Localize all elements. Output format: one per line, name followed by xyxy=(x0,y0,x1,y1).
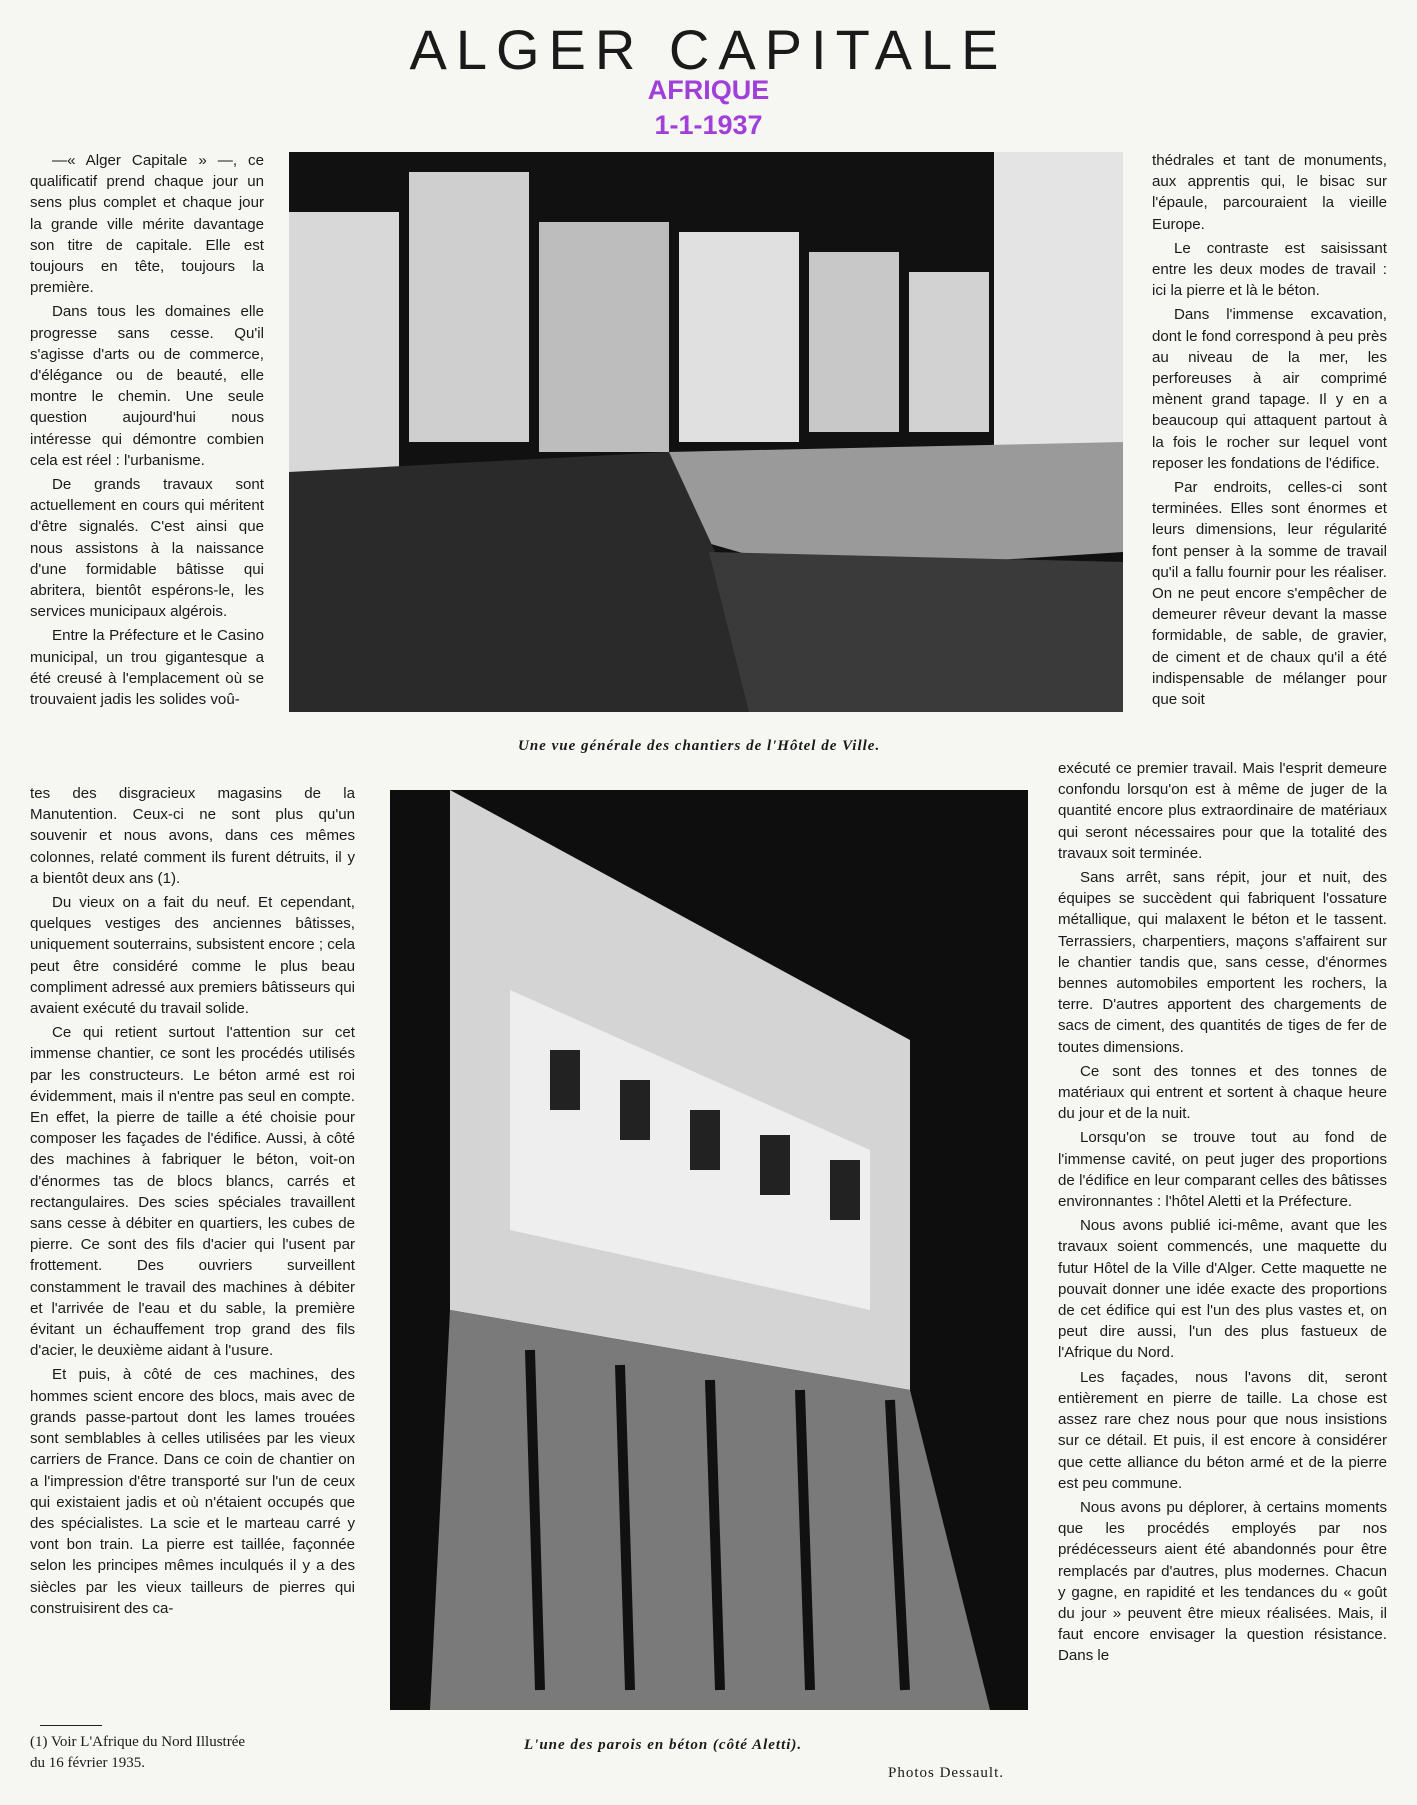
paragraph: Sans arrêt, sans répit, jour et nuit, des équipes se succèdent qui fabriquent l'ossature métallique, qui malaxent le béton et le tassent. Terrassiers, charpentiers, maçons s'affairent sur le chantier tandis que, sans cesse, d'énormes bennes automobiles emportent les rochers, la terre. D'autres apportent des chargements de sacs de ciment, des quantités de tiges de fer de toutes dimensions. xyxy=(1058,869,1387,1056)
column-left-wide xyxy=(30,783,355,1622)
paragraph: —« Alger Capitale » —, ce qualificatif prend chaque jour un sens plus complet et chaque jour la grande ville mérite davantage son titre de capitale. Elle est toujours en tête, toujours la première. xyxy=(30,152,264,297)
paragraph: Et puis, à côté de ces machines, des hommes scient encore des blocs, mais avec de grands passe-partout dont les lames trouées sont semblables à celles utilisées par les vieux carriers de France. Dans ce coin de chantier on a l'impression d'être transporté sur l'un de ceux qui existaient jadis et où n'étaient occupés que des spécialistes. La scie et le marteau carré y vont bon train. La pierre est taillée, façonnée selon les principes mêmes inculqués il y a des siècles par les vieux tailleurs de pierres qui construisirent des ca- xyxy=(30,1366,355,1617)
paragraph: tes des disgracieux magasins de la Manutention. Ceux-ci ne sont plus qu'un souvenir et nous avons, dans ces mêmes colonnes, relaté comment ils furent détruits, il y a bientôt deux ans (1). xyxy=(30,785,355,887)
paragraph: Dans tous les domaines elle progresse sans cesse. Qu'il s'agisse d'arts ou de commerce, d'élégance ou de beauté, elle montre le chemin. Une seule question aujourd'hui nous intéresse qui démontre combien cela est réel : l'urbanisme. xyxy=(30,303,264,469)
footnote xyxy=(30,1732,360,1774)
paragraph: exécuté ce premier travail. Mais l'esprit demeure confondu lorsqu'on est à même de juger de la quantité encore plus extraordinaire de matériaux qui seront nécessaires pour que la totalité des travaux soit terminée. xyxy=(1058,760,1387,862)
paragraph: Le contraste est saisissant entre les deux modes de travail : ici la pierre et là le béton. xyxy=(1152,239,1387,300)
stamp-source: AFRIQUE xyxy=(647,75,770,105)
page-title: ALGER CAPITALE xyxy=(409,18,1008,81)
column-left xyxy=(30,150,264,713)
column-right xyxy=(1152,150,1387,713)
paragraph: De grands travaux sont actuellement en cours qui méritent d'être signalés. C'est ainsi que nous assistons à la naissance d'une formidable bâtisse qui abritera, bientôt espérons-le, les services municipaux algérois. xyxy=(30,476,264,621)
paragraph: Nous avons pu déplorer, à certains moments que les procédés employés par nos prédécesseurs aient été abandonnés pour être remplacés par d'autres, plus modernes. Chacun y gagne, en rapidité et les tendances du « goût du jour » peuvent être mieux réalisées. Mais, il faut encore envisager la question résistance. Dans le xyxy=(1058,1498,1387,1665)
photo-construction-site xyxy=(289,152,1123,712)
footnote-rule xyxy=(40,1725,102,1726)
photo-credit: Photos Dessault. xyxy=(888,1765,1005,1781)
paragraph: thédrales et tant de monuments, aux apprentis qui, le bisac sur l'épaule, parcouraient la vieille Europe. xyxy=(1152,152,1387,233)
paragraph: Dans l'immense excavation, dont le fond correspond à peu près au niveau de la mer, les perforeuses à air comprimé mènent grand tapage. Il y en a beaucoup qui attaquent partout à la fois le rocher sur lequel vont reposer les fondations de l'édifice. xyxy=(1152,306,1387,472)
paragraph: Lorsqu'on se trouve tout au fond de l'immense cavité, on peut juger des proportions de l'édifice en leur comparant celles des bâtisses environnantes : l'hôtel Aletti et la Préfecture. xyxy=(1058,1129,1387,1211)
paragraph: Entre la Préfecture et le Casino municipal, un trou gigantesque a été creusé à l'emplacement où se trouvaient jadis les solides voû- xyxy=(30,627,264,709)
column-right-wide xyxy=(1058,758,1387,1670)
footnote-line: du 16 février 1935. xyxy=(30,1755,145,1771)
paragraph: Ce qui retient surtout l'attention sur cet immense chantier, ce sont les procédés utilisés par les constructeurs. Le béton armé est roi évidemment, mais il n'entre pas seul en compte. En effet, la pierre de taille a été choisie pour composer les façades de l'édifice. Aussi, à côté des machines à fabriquer le béton, voit-on d'énormes tas de blocs blancs, carrés et rectangulaires. Des scies spéciales travaillent sans cesse à débiter en quartiers, les cubes de pierre. Ce sont des fils d'acier qui l'usent par frottement. Des ouvriers surveillent constamment le travail des machines à débiter et l'arrivée de l'eau et du sable, la première évitant un échauffement trop grand des fils d'acier, le deuxième aidant à l'usure. xyxy=(30,1024,355,1360)
footnote-line: (1) Voir L'Afrique du Nord Illustrée xyxy=(30,1734,246,1750)
photo-caption-concrete-wall: L'une des parois en béton (côté Aletti). xyxy=(524,1737,803,1753)
stamp-date: 1-1-1937 xyxy=(654,110,763,140)
paragraph: Nous avons publié ici-même, avant que les travaux soient commencés, une maquette du futur Hôtel de la Ville d'Alger. Cette maquette ne pouvait donner une idée exacte des proportions de cet édifice qui est l'un des plus vastes et, on peut dire aussi, l'un des plus fastueux de l'Afrique du Nord. xyxy=(1058,1217,1387,1362)
paragraph: Ce sont des tonnes et des tonnes de matériaux qui entrent et sortent à chaque heure du jour et de la nuit. xyxy=(1058,1062,1387,1123)
paragraph: Du vieux on a fait du neuf. Et cependant, quelques vestiges des anciennes bâtisses, uniquement souterrains, subsistent encore ; cela peut être considéré comme le plus beau compliment adressé aux premiers bâtisseurs qui avaient exécuté du travail solide. xyxy=(30,894,355,1018)
paragraph: Les façades, nous l'avons dit, seront entièrement en pierre de taille. La chose est assez rare chez nous pour que nous insistions sur ce détail. Et puis, il est encore à considérer que cette alliance du béton armé et de la pierre est peu commune. xyxy=(1058,1368,1387,1492)
paragraph: Par endroits, celles-ci sont terminées. Elles sont énormes et leurs dimensions, leur régularité font penser à la somme de travail qu'il a fallu fournir pour les réaliser. On ne peut encore s'empêcher de demeurer rêveur devant la masse formidable, de sable, de gravier, de ciment et de chaux qu'il a été indispensable de mélanger pour que soit xyxy=(1152,479,1387,709)
photo-caption-general-view: Une vue générale des chantiers de l'Hôtel de Ville. xyxy=(518,738,881,754)
photo-concrete-wall xyxy=(390,790,1028,1710)
